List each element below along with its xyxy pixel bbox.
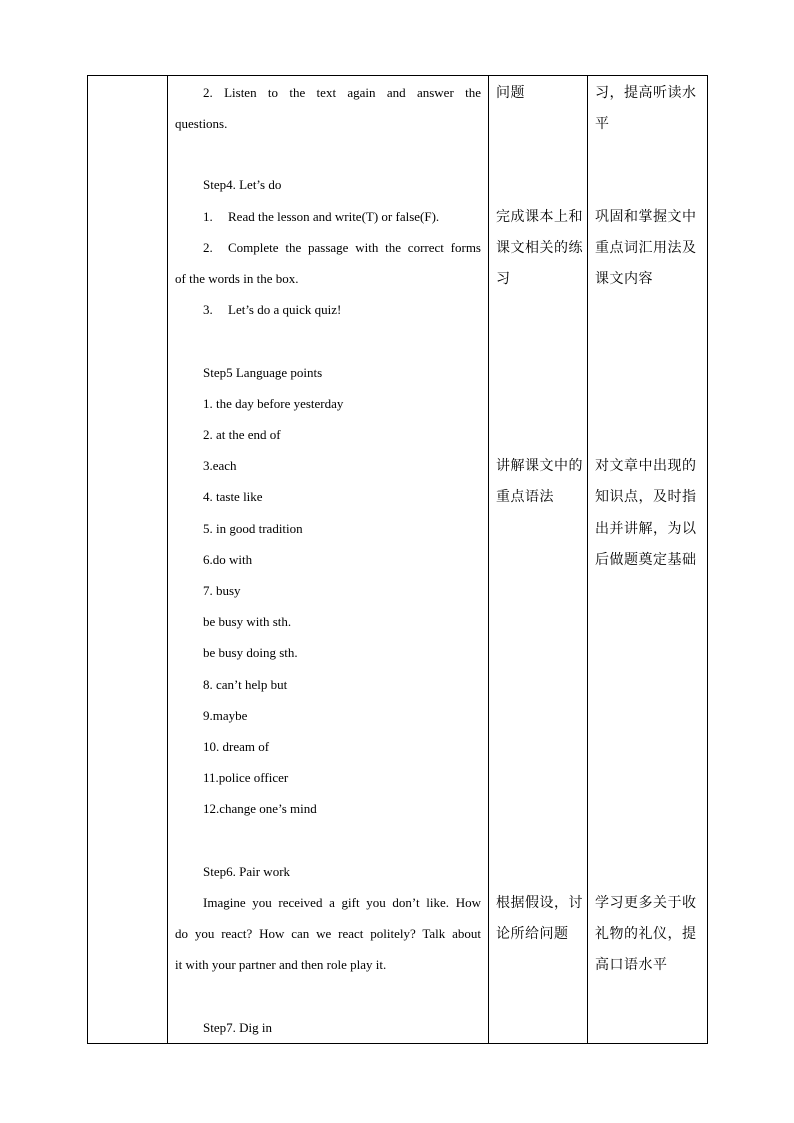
step4-item-text: of the words in the box. xyxy=(175,271,299,286)
language-point: 2. at the end of xyxy=(203,427,281,442)
step6-line: it with your partner and then role play it. xyxy=(175,957,387,972)
step4-item-number: 2. xyxy=(203,240,213,255)
step4-item-number: 1. xyxy=(203,209,213,224)
student-activity-line: 讲解课文中的 xyxy=(496,458,583,474)
language-point: 1. the day before yesterday xyxy=(203,396,344,411)
language-point: 11.police officer xyxy=(203,770,289,785)
step7-title: Step7. Dig in xyxy=(203,1020,272,1035)
design-purpose-column-cell xyxy=(588,76,708,1044)
student-activity-line: 习 xyxy=(496,271,511,287)
language-point: 8. can’t help but xyxy=(203,677,288,692)
student-activity-line: 论所给问题 xyxy=(496,926,569,942)
language-point: 10. dream of xyxy=(203,739,270,754)
step6-line: Imagine you received a gift you don’t like. How xyxy=(203,895,481,910)
design-purpose-line: 对文章中出现的 xyxy=(595,458,697,474)
design-purpose-line: 巩固和掌握文中 xyxy=(595,209,697,225)
student-activity-line: 完成课本上和 xyxy=(496,209,583,225)
language-point: 9.maybe xyxy=(203,708,248,723)
design-purpose-line: 高口语水平 xyxy=(595,957,668,973)
step6-line: do you react? How can we react politely? Talk about xyxy=(175,926,481,941)
procedure-line: questions. xyxy=(175,116,228,131)
language-point: 7. busy xyxy=(203,583,241,598)
language-point: 3.each xyxy=(203,458,237,473)
student-activity-line: 重点语法 xyxy=(496,489,554,505)
step4-item-text: Let’s do a quick quiz! xyxy=(228,302,342,317)
table-row xyxy=(88,76,708,1044)
design-purpose-line: 后做题奠定基础 xyxy=(595,552,697,568)
design-purpose-line: 重点词汇用法及 xyxy=(595,240,697,256)
design-purpose-line: 礼物的礼仪，提 xyxy=(595,926,697,942)
language-point: 12.change one’s mind xyxy=(203,801,317,816)
lesson-plan-table xyxy=(87,75,708,1044)
design-purpose-line: 出并讲解，为以 xyxy=(595,521,697,537)
student-activity-line: 课文相关的练 xyxy=(496,240,583,256)
step5-title: Step5 Language points xyxy=(203,365,323,380)
procedure-column-cell xyxy=(168,76,489,1044)
step4-item-number: 3. xyxy=(203,302,213,317)
student-activity-column-cell xyxy=(489,76,588,1044)
language-point: 4. taste like xyxy=(203,489,263,504)
student-activity-line: 根据假设，讨 xyxy=(496,895,583,911)
language-point: 6.do with xyxy=(203,552,253,567)
step6-title: Step6. Pair work xyxy=(203,864,291,879)
procedure-line: 2. Listen to the text again and answer the xyxy=(203,85,481,100)
design-purpose-line: 习，提高听读水 xyxy=(595,85,697,101)
step4-item-text: Complete the passage with the correct forms xyxy=(228,240,481,255)
design-purpose-line: 平 xyxy=(595,116,610,132)
step4-item-text: Read the lesson and write(T) or false(F). xyxy=(228,209,440,224)
step4-title: Step4. Let’s do xyxy=(203,177,282,192)
design-purpose-line: 知识点，及时指 xyxy=(595,489,697,505)
language-point: 5. in good tradition xyxy=(203,521,303,536)
stage-column-cell xyxy=(88,76,168,1044)
language-point: be busy with sth. xyxy=(203,614,292,629)
student-activity-line: 问题 xyxy=(496,85,525,101)
design-purpose-line: 课文内容 xyxy=(595,271,653,287)
design-purpose-line: 学习更多关于收 xyxy=(595,895,697,911)
language-point: be busy doing sth. xyxy=(203,645,298,660)
